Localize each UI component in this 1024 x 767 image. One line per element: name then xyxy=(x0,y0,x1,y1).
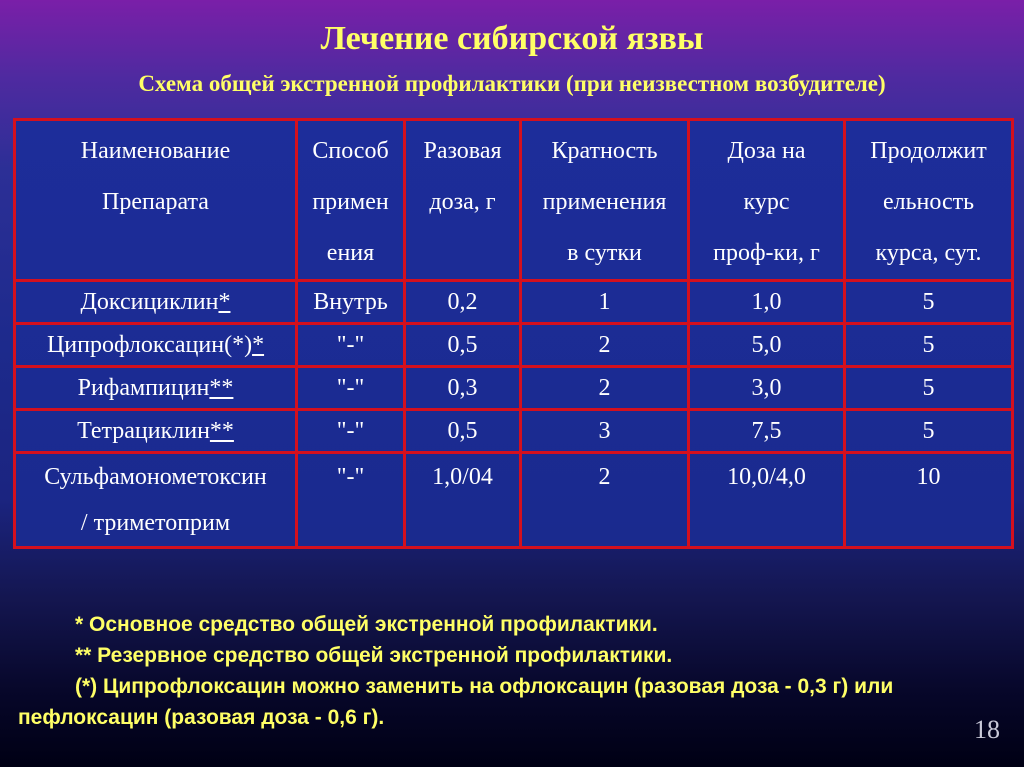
duration-cell: 5 xyxy=(845,281,1013,324)
header-line: ельность xyxy=(882,189,975,215)
footnote-mark: * xyxy=(218,289,231,315)
header-line: Наименование xyxy=(80,138,231,164)
header-duration xyxy=(845,120,1013,281)
page-number: 18 xyxy=(974,715,1000,744)
header-line: Препарата xyxy=(102,189,209,215)
duration-cell: 5 xyxy=(845,367,1013,410)
frequency-cell: 3 xyxy=(521,410,689,453)
route-cell: "-" xyxy=(297,453,405,548)
footnote-mark: ** xyxy=(209,375,234,401)
frequency-cell: 2 xyxy=(521,367,689,410)
header-line: Способ xyxy=(312,138,389,164)
route-cell: "-" xyxy=(297,410,405,453)
course-dose-cell: 5,0 xyxy=(689,324,845,367)
table-row xyxy=(15,410,1013,453)
course-dose-cell: 7,5 xyxy=(689,410,845,453)
single-dose-cell: 0,5 xyxy=(405,324,521,367)
duration-cell: 5 xyxy=(845,324,1013,367)
drug-name: Тетрациклин xyxy=(77,418,210,444)
drug-name: Сульфамонометоксин xyxy=(44,464,267,490)
header-course-dose xyxy=(689,120,845,281)
drug-name-cell xyxy=(15,367,297,410)
header-line: курс xyxy=(743,189,790,215)
course-dose-cell: 1,0 xyxy=(689,281,845,324)
single-dose-cell: 0,5 xyxy=(405,410,521,453)
footnote-substitution: (*) Ципрофлоксацин можно заменить на офлоксацин (разовая доза - 0,3 г) или пефлоксацин (разовая доза - 0,6 г). xyxy=(18,675,894,729)
table-row xyxy=(15,281,1013,324)
table-header-row xyxy=(15,120,1013,281)
slide-subtitle: Схема общей экстренной профилактики (при неизвестном возбудителе) xyxy=(138,71,886,96)
prophylaxis-table xyxy=(13,118,1014,549)
header-line: проф-ки, г xyxy=(713,240,820,266)
footnotes xyxy=(18,609,1008,733)
frequency-cell: 2 xyxy=(521,453,689,548)
drug-name: Доксициклин xyxy=(80,289,219,315)
drug-name-cell xyxy=(15,453,297,548)
header-line: Кратность xyxy=(551,138,658,164)
header-line: применения xyxy=(542,189,667,215)
single-dose-cell: 0,2 xyxy=(405,281,521,324)
footnote-reserve: ** Резервное средство общей экстренной профилактики. xyxy=(75,644,673,667)
route-cell: "-" xyxy=(297,324,405,367)
header-line: курса, сут. xyxy=(875,240,982,266)
header-line: Разовая xyxy=(423,138,502,164)
table-row xyxy=(15,324,1013,367)
footnote-mark: ** xyxy=(209,418,234,444)
table-row xyxy=(15,453,1013,548)
header-line: Доза на xyxy=(727,138,806,164)
header-line: доза, г xyxy=(429,189,496,215)
course-dose-cell: 10,0/4,0 xyxy=(689,453,845,548)
drug-name-cell xyxy=(15,324,297,367)
header-drug-name xyxy=(15,120,297,281)
single-dose-cell: 1,0/04 xyxy=(405,453,521,548)
single-dose-cell: 0,3 xyxy=(405,367,521,410)
route-cell: Внутрь xyxy=(297,281,405,324)
header-line: в сутки xyxy=(567,240,642,266)
drug-name-line-2: / триметоприм xyxy=(80,510,231,536)
header-route xyxy=(297,120,405,281)
slide-title: Лечение сибирской язвы xyxy=(320,20,704,57)
header-frequency xyxy=(521,120,689,281)
footnote-primary: * Основное средство общей экстренной профилактики. xyxy=(75,613,658,636)
table-row xyxy=(15,367,1013,410)
frequency-cell: 2 xyxy=(521,324,689,367)
duration-cell: 10 xyxy=(845,453,1013,548)
header-line: ения xyxy=(326,240,375,266)
duration-cell: 5 xyxy=(845,410,1013,453)
header-line: Продолжит xyxy=(870,138,987,164)
header-line: примен xyxy=(312,189,389,215)
route-cell: "-" xyxy=(297,367,405,410)
course-dose-cell: 3,0 xyxy=(689,367,845,410)
drug-name-cell xyxy=(15,410,297,453)
drug-name: Ципрофлоксацин(*) xyxy=(46,332,253,358)
header-single-dose xyxy=(405,120,521,281)
drug-name-cell xyxy=(15,281,297,324)
frequency-cell: 1 xyxy=(521,281,689,324)
footnote-mark: * xyxy=(252,332,265,358)
drug-name: Рифампицин xyxy=(77,375,210,401)
